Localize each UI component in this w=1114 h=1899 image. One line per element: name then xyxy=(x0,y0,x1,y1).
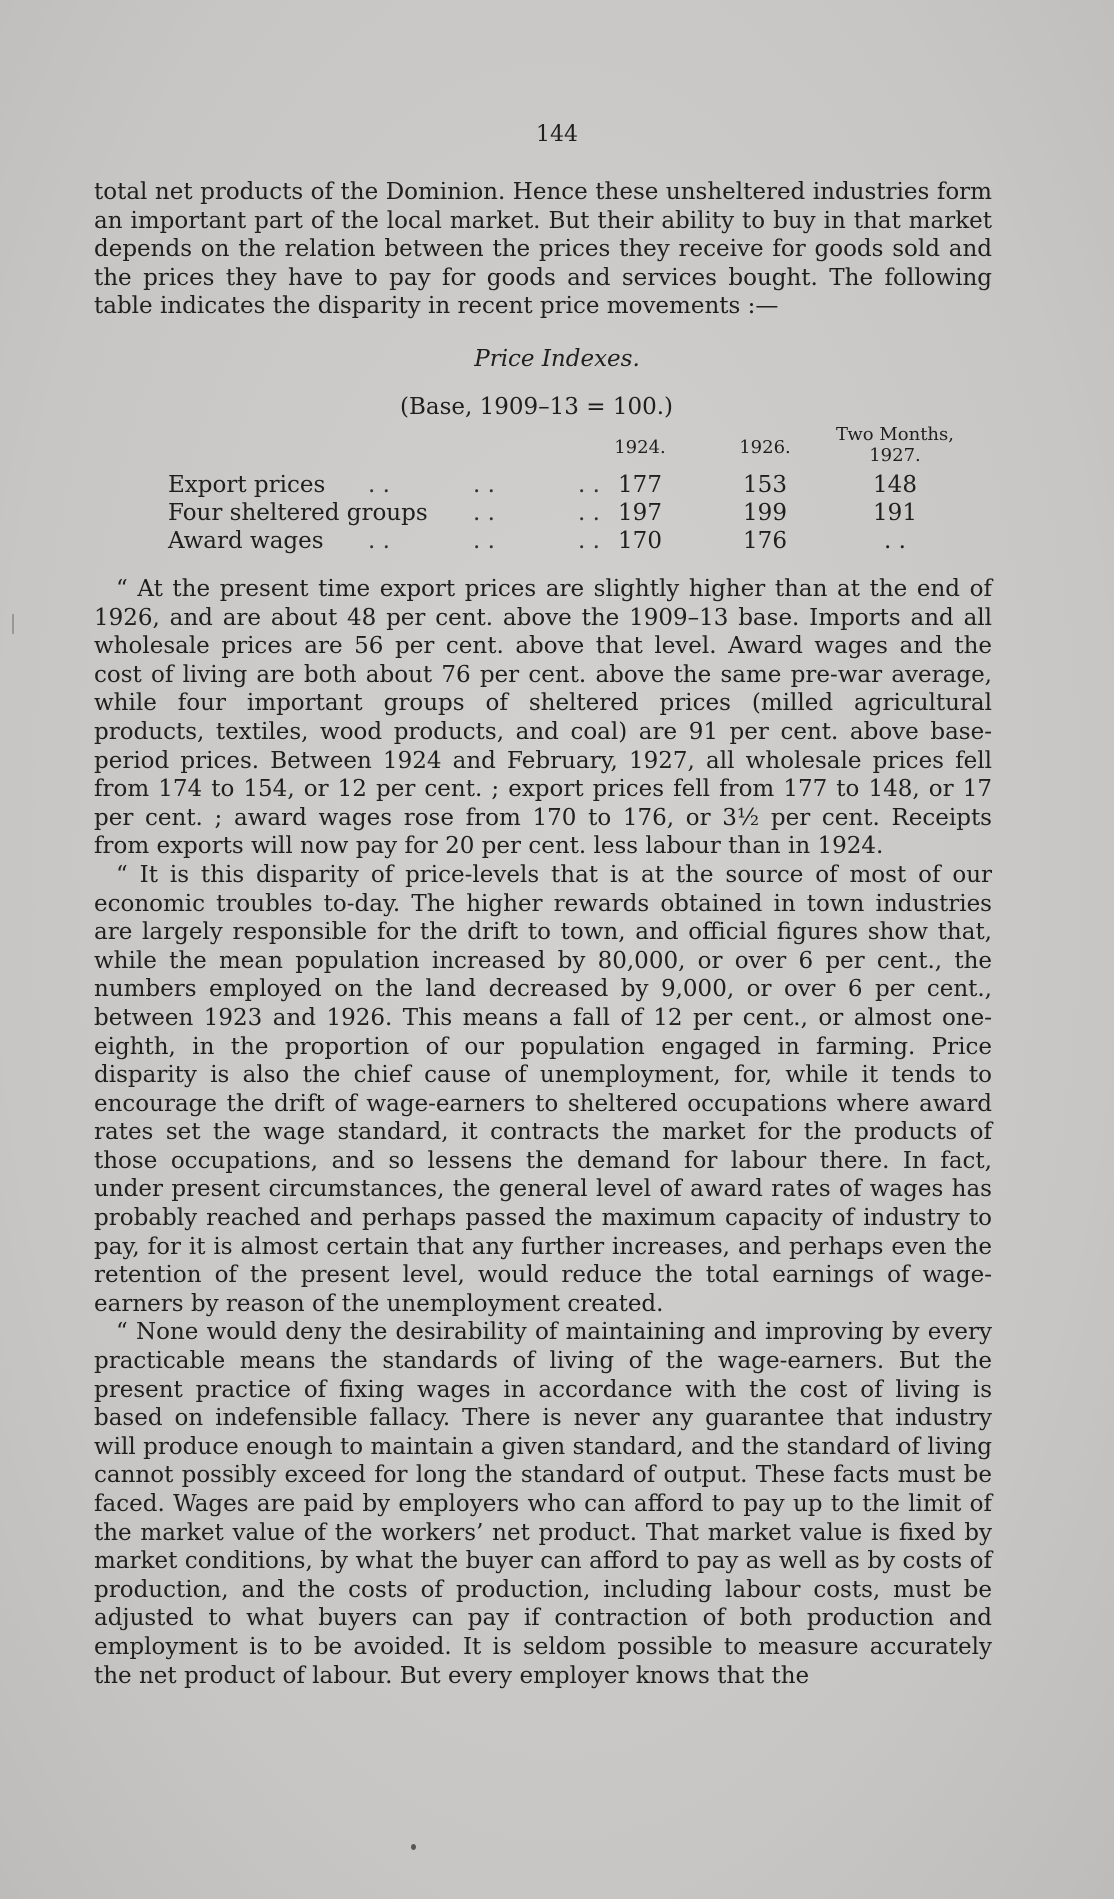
cell-1927: . . xyxy=(884,528,906,554)
row-label: Four sheltered groups xyxy=(168,500,428,526)
cell-1926: 199 xyxy=(743,500,787,526)
cell-1927: 148 xyxy=(873,472,917,498)
column-header-1927-line2: 1927. xyxy=(869,445,921,466)
cell-1924: 170 xyxy=(618,528,662,554)
leader-dots: . . xyxy=(368,472,390,498)
paragraph-wages: “ None would deny the desirability of maintaining and improving by every practicable means the standards of living of the wage-earners. But the present practice of fixing wages in accordance with the cost of living is based on indefensible fallacy. There is never any guarantee that industry will produce enough to maintain a given standard, and the standard of living cannot possibly exceed for long the standard of output. These facts must be faced. Wages are paid by employers who can afford to pay up to the limit of the market value of the workers’ net product. That market value is fixed by market conditions, by what the buyer can afford to pay as well as by costs of production, and the costs of production, including labour costs, must be adjusted to what buyers can pay if contraction of both production and employment is to be avoided. It is seldom possible to measure accurately the net product of labour. But every employer knows that the xyxy=(94,1319,992,1689)
column-header-1927-line1: Two Months, xyxy=(836,424,954,445)
cell-1926: 153 xyxy=(743,472,787,498)
leader-dots: . . xyxy=(578,500,600,526)
table-title: Price Indexes. xyxy=(474,346,640,372)
table-row xyxy=(168,472,968,500)
cell-1926: 176 xyxy=(743,528,787,554)
paragraph-disparity: “ It is this disparity of price-levels that is at the source of most of our economic troubles to-day. The higher rewards obtained in town industries are largely responsible for the drift to town, and official figures show that, while the mean population increased by 80,000, or over 6 per cent., the numbers employed on the land decreased by 9,000, or over 6 per cent., between 1923 and 1926. This means a fall of 12 per cent., or almost one-eighth, in the proportion of our population engaged in farming. Price disparity is also the chief cause of unemployment, for, while it tends to encourage the drift of wage-earners to sheltered occupations where award rates set the wage standard, it contracts the market for the products of those occupations, and so lessens the demand for labour there. In fact, under present circumstances, the general level of award rates of wages has probably reached and perhaps passed the maximum capacity of industry to pay, for it is almost certain that any further increases, and perhaps even the retention of the present level, would reduce the total earnings of wage-earners by reason of the unemployment created. xyxy=(94,861,992,1317)
page-number: 144 xyxy=(536,122,578,147)
table-base-note: (Base, 1909–13 = 100.) xyxy=(400,394,674,420)
intro-text: total net products of the Dominion. Hence these unsheltered industries form an important part of the local market. But their ability to buy in that market depends on the relation between the prices they receive for goods sold and the prices they have to pay for goods and services bought. The following table indicates the disparity in recent price movements :— xyxy=(94,179,992,320)
cell-1924: 177 xyxy=(618,472,662,498)
leader-dots: . . xyxy=(473,472,495,498)
page-speck xyxy=(411,1844,416,1850)
column-header-1927 xyxy=(815,424,975,466)
margin-mark xyxy=(12,614,14,634)
leader-dots: . . xyxy=(368,528,390,554)
row-label: Award wages xyxy=(168,528,324,554)
leader-dots: . . xyxy=(578,528,600,554)
table-row xyxy=(168,500,968,528)
leader-dots: . . xyxy=(473,528,495,554)
leader-dots: . . xyxy=(473,500,495,526)
leader-dots: . . xyxy=(578,472,600,498)
body-text xyxy=(94,575,992,1690)
paragraph-prices: “ At the present time export prices are slightly higher than at the end of 1926, and are about 48 per cent. above the 1909–13 base. Imports and all wholesale prices are 56 per cent. above that level. Award wages and the cost of living are both about 76 per cent. above the same pre-war average, while four important groups of sheltered prices (milled agricultural products, textiles, wood products, and coal) are 91 per cent. above base-period prices. Between 1924 and February, 1927, all wholesale prices fell from 174 to 154, or 12 per cent. ; export prices fell from 177 to 148, or 17 per cent. ; award wages rose from 170 to 176, or 3½ per cent. Receipts from exports will now pay for 20 per cent. less labour than in 1924. xyxy=(94,576,992,860)
table-row xyxy=(168,528,968,556)
cell-1927: 191 xyxy=(873,500,917,526)
intro-paragraph xyxy=(94,178,992,321)
cell-1924: 197 xyxy=(618,500,662,526)
row-label: Export prices xyxy=(168,472,326,498)
column-header-1926: 1926. xyxy=(739,437,791,458)
column-header-1924: 1924. xyxy=(614,437,666,458)
